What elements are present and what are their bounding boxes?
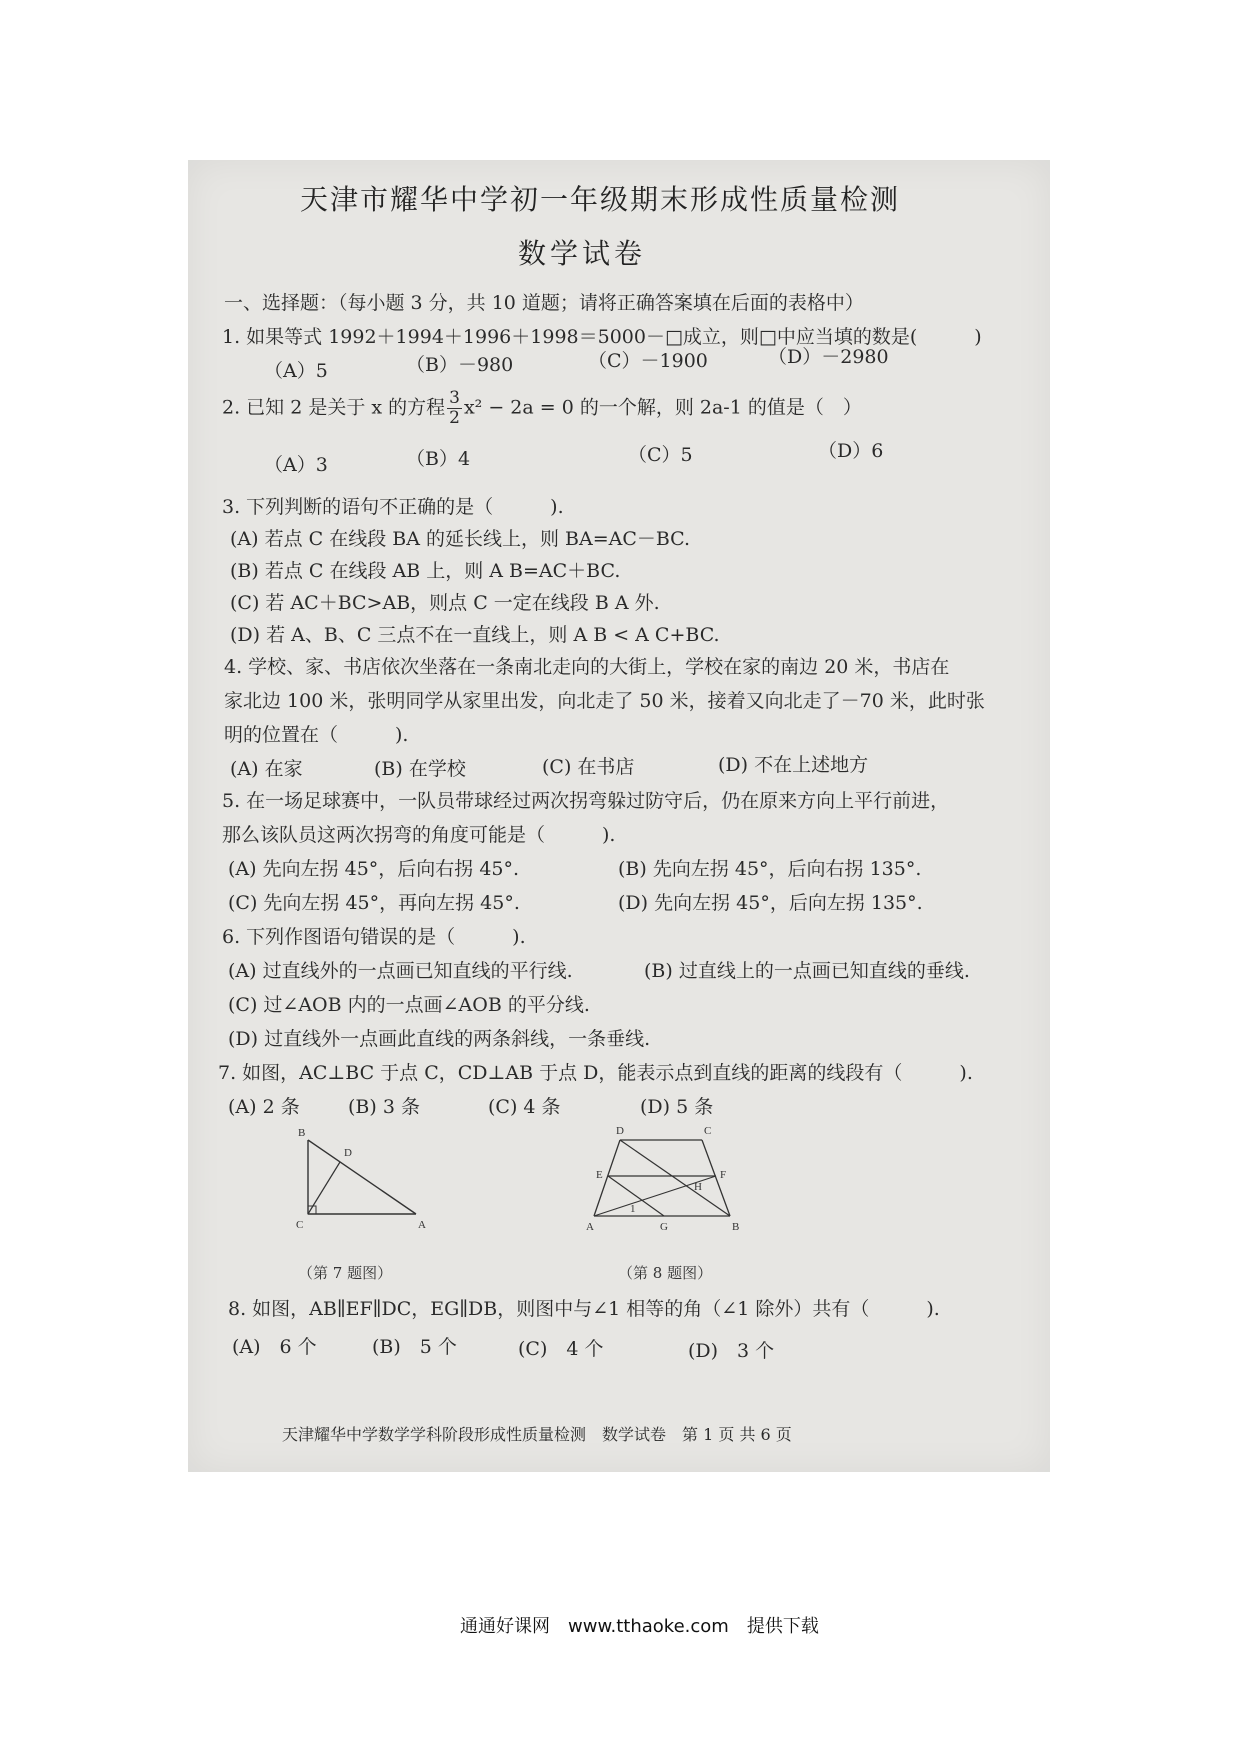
question-3-option-a: (A) 若点 C 在线段 BA 的延长线上，则 BA=AC－BC. bbox=[230, 528, 691, 550]
question-6-option-d: (D) 过直线外一点画此直线的两条斜线，一条垂线. bbox=[228, 1028, 651, 1050]
figure-8-label-1: 1 bbox=[630, 1203, 636, 1215]
figure-7-segment-ab bbox=[308, 1140, 416, 1214]
figure-8-segment-db bbox=[620, 1140, 730, 1216]
question-7-option-d: (D) 5 条 bbox=[640, 1096, 714, 1118]
question-7-option-a: (A) 2 条 bbox=[228, 1096, 300, 1118]
question-4-line-3: 明的位置在（ ). bbox=[224, 724, 409, 746]
source-credit: 通通好课网 www.tthaoke.com 提供下载 bbox=[460, 1616, 819, 1637]
figure-8-label-f: F bbox=[720, 1169, 727, 1181]
question-6-option-c: (C) 过∠AOB 内的一点画∠AOB 的平分线. bbox=[228, 994, 590, 1016]
question-2-stem-post: x² − 2a = 0 的一个解，则 2a-1 的值是（ ） bbox=[463, 396, 862, 419]
question-3-option-d: (D) 若 A、B、C 三点不在一直线上，则 A B < A C+BC. bbox=[230, 624, 720, 646]
figure-8-label-h: H bbox=[694, 1181, 702, 1193]
question-4-line-2: 家北边 100 米，张明同学从家里出发，向北走了 50 米，接着又向北走了－70 米，此时张 bbox=[224, 690, 985, 712]
question-5-line-2: 那么该队员这两次拐弯的角度可能是（ ). bbox=[222, 824, 616, 846]
exam-subtitle: 数学试卷 bbox=[518, 237, 647, 270]
question-5-option-a: (A) 先向左拐 45°，后向右拐 45°. bbox=[228, 858, 520, 880]
question-5-option-c: (C) 先向左拐 45°，再向左拐 45°. bbox=[228, 892, 520, 914]
question-8-option-d: (D) 3 个 bbox=[688, 1340, 775, 1362]
figure-8-label-c: C bbox=[704, 1125, 712, 1137]
question-2-fraction bbox=[447, 390, 462, 427]
question-6-option-b: (B) 过直线上的一点画已知直线的垂线. bbox=[644, 960, 970, 982]
figure-7-label-b: B bbox=[298, 1127, 306, 1139]
figure-8-label-d: D bbox=[616, 1125, 624, 1137]
figure-7-label-d: D bbox=[344, 1147, 352, 1159]
page-footer: 天津耀华中学数学学科阶段形成性质量检测 数学试卷 第 1 页 共 6 页 bbox=[282, 1425, 792, 1444]
question-1-option-c: （C）－1900 bbox=[588, 350, 708, 372]
exam-sheet bbox=[188, 160, 1050, 1472]
figure-8-label-e: E bbox=[596, 1169, 603, 1181]
question-2-fraction-denominator: 2 bbox=[449, 408, 460, 428]
question-3-stem: 3. 下列判断的语句不正确的是（ ). bbox=[222, 496, 564, 518]
question-2-stem bbox=[222, 390, 862, 427]
question-8-option-b: (B) 5 个 bbox=[372, 1336, 457, 1358]
question-8-option-a: (A) 6 个 bbox=[232, 1336, 317, 1358]
question-8-stem: 8. 如图，AB∥EF∥DC，EG∥DB，则图中与∠1 相等的角（∠1 除外）共有（ ). bbox=[228, 1298, 940, 1320]
question-6-option-a: (A) 过直线外的一点画已知直线的平行线. bbox=[228, 960, 573, 982]
question-8-option-c: (C) 4 个 bbox=[518, 1338, 604, 1360]
question-5-option-d: (D) 先向左拐 45°，后向左拐 135°. bbox=[618, 892, 923, 914]
figure-7-label-a: A bbox=[418, 1219, 426, 1231]
question-1-option-b: （B）－980 bbox=[406, 354, 514, 376]
question-4-line-1: 4. 学校、家、书店依次坐落在一条南北走向的大街上，学校在家的南边 20 米，书店在 bbox=[224, 656, 950, 678]
question-1-stem: 1. 如果等式 1992＋1994＋1996＋1998＝5000－□成立，则□中应当填的数是( ) bbox=[222, 326, 982, 348]
figure-8-diagram bbox=[582, 1120, 762, 1260]
figure-8-label-g: G bbox=[660, 1221, 668, 1233]
question-2-option-c: （C）5 bbox=[628, 444, 693, 466]
question-1-option-d: （D）－2980 bbox=[768, 346, 889, 368]
exam-title: 天津市耀华中学初一年级期末形成性质量检测 bbox=[300, 183, 901, 216]
question-6-stem: 6. 下列作图语句错误的是（ ). bbox=[222, 926, 526, 948]
question-2-option-a: （A）3 bbox=[264, 454, 328, 476]
question-4-option-b: (B) 在学校 bbox=[374, 758, 466, 780]
question-3-option-c: (C) 若 AC＋BC>AB，则点 C 一定在线段 B A 外. bbox=[230, 592, 660, 614]
question-7-option-c: (C) 4 条 bbox=[488, 1096, 561, 1118]
question-7-stem: 7. 如图，AC⊥BC 于点 C，CD⊥AB 于点 D，能表示点到直线的距离的线段有（ ). bbox=[218, 1062, 973, 1084]
question-7-option-b: (B) 3 条 bbox=[348, 1096, 420, 1118]
question-3-option-b: (B) 若点 C 在线段 AB 上，则 A B=AC＋BC. bbox=[230, 560, 621, 582]
section-heading: 一、选择题：（每小题 3 分，共 10 道题；请将正确答案填在后面的表格中） bbox=[224, 292, 864, 314]
question-2-option-b: （B）4 bbox=[406, 448, 471, 470]
figure-8-label-b: B bbox=[732, 1221, 740, 1233]
figure-7-caption: （第 7 题图） bbox=[298, 1264, 393, 1282]
figure-8-label-a: A bbox=[586, 1221, 594, 1233]
question-2-stem-pre: 2. 已知 2 是关于 x 的方程 bbox=[222, 396, 446, 419]
question-2-fraction-numerator: 3 bbox=[449, 388, 460, 408]
question-4-option-d: (D) 不在上述地方 bbox=[718, 754, 869, 776]
figure-7-diagram bbox=[278, 1120, 478, 1260]
question-2-option-d: （D）6 bbox=[818, 440, 884, 462]
figure-7-label-c: C bbox=[296, 1219, 304, 1231]
question-4-option-c: (C) 在书店 bbox=[542, 756, 635, 778]
question-5-option-b: (B) 先向左拐 45°，后向右拐 135°. bbox=[618, 858, 922, 880]
question-1-option-a: （A）5 bbox=[264, 360, 328, 382]
question-5-line-1: 5. 在一场足球赛中，一队员带球经过两次拐弯躲过防守后，仍在原来方向上平行前进， bbox=[222, 790, 950, 812]
figure-8-caption: （第 8 题图） bbox=[618, 1264, 713, 1282]
question-4-option-a: (A) 在家 bbox=[230, 758, 303, 780]
